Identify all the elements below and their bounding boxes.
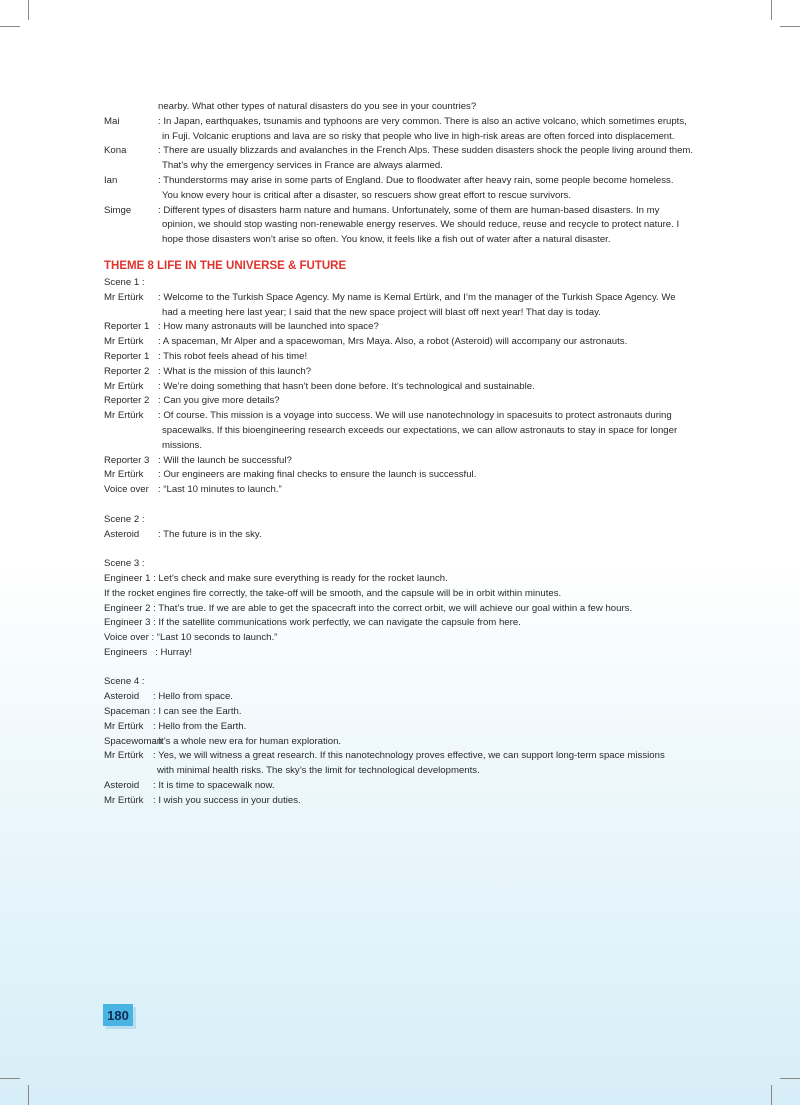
dialogue-line <box>104 335 698 350</box>
crop-mark-bottom-left-h <box>0 1078 20 1079</box>
dialogue-line <box>104 720 698 735</box>
speech-continuation: in Fuji. Volcanic eruptions and lava are so risky that people who live in high-risk areas are often forced into displacement. <box>162 130 675 142</box>
dialogue-line <box>104 365 698 380</box>
speaker-name: Asteroid <box>104 528 140 540</box>
speech-continuation: with minimal health risks. The sky’s the limit for technological developments. <box>157 765 480 777</box>
spacer <box>104 498 698 513</box>
dialogue-line <box>104 528 698 543</box>
scene1-dialogue <box>104 291 698 498</box>
speech-text: : Our engineers are making final checks to ensure the launch is successful. <box>158 469 477 481</box>
crop-mark-bottom-right-v <box>771 1085 772 1105</box>
dialogue-line: Engineer 2 : That’s true. If we are able to get the spacecraft into the correct orbit, we will achieve our goal within a few hours. <box>104 602 633 614</box>
speech-continuation: You know every hour is critical after a disaster, so rescuers show great effort to rescue survivors. <box>162 189 571 201</box>
speech-text: : We’re doing something that hasn’t been done before. It’s technological and sustainable. <box>158 380 535 392</box>
crop-mark-top-right-v <box>771 0 772 20</box>
dialogue-line <box>104 454 698 469</box>
speech-text: : It’s a whole new era for human exploration. <box>153 735 342 747</box>
dialogue-line <box>104 115 698 130</box>
disaster-intro: nearby. What other types of natural disasters do you see in your countries? <box>158 101 477 112</box>
dialogue-line <box>104 144 698 159</box>
speech-text: : It is time to spacewalk now. <box>153 780 275 792</box>
speech-text: : How many astronauts will be launched into space? <box>158 321 379 333</box>
dialogue-line: Engineer 1 : Let’s check and make sure everything is ready for the rocket launch. <box>104 572 448 584</box>
crop-mark-top-right-h <box>780 26 800 27</box>
speaker-name: Reporter 2 <box>104 365 150 377</box>
dialogue-line <box>104 468 698 483</box>
speaker-name: Mr Ertürk <box>104 794 144 806</box>
spacer <box>104 542 698 557</box>
dialogue-line <box>104 483 698 498</box>
scene2-heading: Scene 2 : <box>104 513 145 525</box>
dialogue-line: If the rocket engines fire correctly, the take-off will be smooth, and the capsule will be in orbit within minutes. <box>104 587 562 599</box>
speaker-name: Reporter 1 <box>104 321 150 333</box>
speaker-name: Asteroid <box>104 780 140 792</box>
speech-text: : “Last 10 minutes to launch.” <box>158 484 282 496</box>
speaker-name: Mr Ertürk <box>104 291 144 303</box>
dialogue-line: Voice over : “Last 10 seconds to launch.” <box>104 632 278 644</box>
speech-text: : What is the mission of this launch? <box>158 365 312 377</box>
dialogue-line <box>104 291 698 306</box>
speaker-name: Asteroid <box>104 691 140 703</box>
speaker-name: Mr Ertürk <box>104 720 144 732</box>
dialogue-line <box>104 350 698 365</box>
spacer <box>104 661 698 676</box>
speaker-name: Reporter 2 <box>104 395 150 407</box>
speech-text: : Hello from the Earth. <box>153 720 247 732</box>
dialogue-line <box>104 705 698 720</box>
speaker-name: Spacewoman <box>104 735 163 747</box>
speech-text: : Welcome to the Turkish Space Agency. My name is Kemal Ertürk, and I’m the manager of the Turkish Space Agency. We <box>158 291 676 303</box>
scene3-dialogue <box>104 572 698 661</box>
theme-title: THEME 8 LIFE IN THE UNIVERSE & FUTURE <box>104 259 347 272</box>
speech-text: : I wish you success in your duties. <box>153 794 301 806</box>
dialogue-line <box>104 779 698 794</box>
crop-mark-top-left-h <box>0 26 20 27</box>
speech-continuation: missions. <box>162 439 202 451</box>
speech-continuation: opinion, we should stop wasting non-renewable energy reserves. We should reduce, reuse and recycle to protect nature. I <box>162 219 680 231</box>
speaker-name: Simge <box>104 204 132 216</box>
dialogue-line: Engineer 3 : If the satellite communications work perfectly, we can navigate the capsule from here. <box>104 617 521 629</box>
scene3-heading: Scene 3 : <box>104 558 145 570</box>
speaker-name: Mr Ertürk <box>104 410 144 422</box>
speech-continuation: That’s why the emergency services in France are always alarmed. <box>162 160 443 172</box>
page-content <box>104 100 698 809</box>
speech-text: : Different types of disasters harm nature and humans. Unfortunately, some of them are human-based disasters. In my <box>158 204 660 216</box>
dialogue-line <box>104 409 698 424</box>
dialogue-line <box>104 749 698 764</box>
dialogue-line <box>104 735 698 750</box>
speech-continuation: hope those disasters won’t arise so often. You know, it feels like a fish out of water after a natural disaster. <box>162 234 611 246</box>
speech-text: : Hello from space. <box>153 691 233 703</box>
scene2-dialogue <box>104 528 698 543</box>
speaker-name: Mai <box>104 115 120 127</box>
speaker-name: Mr Ertürk <box>104 750 144 762</box>
dialogue-line <box>104 174 698 189</box>
speech-text: : There are usually blizzards and avalanches in the French Alps. These sudden disasters shock the people living around them. <box>158 145 694 157</box>
crop-mark-bottom-right-h <box>780 1078 800 1079</box>
speech-text: : Of course. This mission is a voyage into success. We will use nanotechnology in spacesuits to protect astronauts during <box>158 410 672 422</box>
scene1-heading: Scene 1 : <box>104 276 145 288</box>
speech-continuation: spacewalks. If this bioengineering research exceeds our expectations, we can allow astronauts to stay in space for longer <box>162 424 678 436</box>
crop-mark-bottom-left-v <box>28 1085 29 1105</box>
speech-text: : The future is in the sky. <box>158 528 262 540</box>
speaker-name: Spaceman <box>104 706 150 718</box>
speech-continuation: had a meeting here last year; I said that the new space project will blast off next year! That day is today. <box>162 306 601 318</box>
speech-text: : I can see the Earth. <box>153 706 242 718</box>
dialogue-line <box>104 320 698 335</box>
dialogue-line <box>104 380 698 395</box>
speech-text: : Will the launch be successful? <box>158 454 292 466</box>
scene4-heading: Scene 4 : <box>104 676 145 688</box>
dialogue-line <box>104 794 698 809</box>
speaker-name: Ian <box>104 174 118 186</box>
dialogue-line <box>104 690 698 705</box>
speech-text: : Can you give more details? <box>158 395 280 407</box>
speaker-name: Mr Ertürk <box>104 380 144 392</box>
speech-text: : Yes, we will witness a great research. If this nanotechnology proves effective, we can support long-term space missions <box>153 750 665 762</box>
dialogue-line: Engineers : Hurray! <box>104 646 192 658</box>
page-number: 180 <box>103 1004 133 1026</box>
speaker-name: Reporter 1 <box>104 350 150 362</box>
dialogue-line <box>104 394 698 409</box>
speaker-name: Mr Ertürk <box>104 336 144 348</box>
crop-mark-top-left-v <box>28 0 29 20</box>
dialogue-line <box>104 204 698 219</box>
speaker-name: Kona <box>104 145 127 157</box>
speech-text: : A spaceman, Mr Alper and a spacewoman, Mrs Maya. Also, a robot (Asteroid) will accompany our astronauts. <box>158 336 628 348</box>
scene4-dialogue <box>104 690 698 808</box>
speaker-name: Reporter 3 <box>104 454 150 466</box>
speech-text: : In Japan, earthquakes, tsunamis and typhoons are very common. There is also an active volcano, which sometimes erupts, <box>158 115 687 127</box>
speaker-name: Mr Ertürk <box>104 469 144 481</box>
speaker-name: Voice over <box>104 484 149 496</box>
speech-text: : This robot feels ahead of his time! <box>158 350 308 362</box>
disaster-dialogue <box>104 115 698 248</box>
speech-text: : Thunderstorms may arise in some parts of England. Due to floodwater after heavy rain, some people become homeless. <box>158 174 674 186</box>
